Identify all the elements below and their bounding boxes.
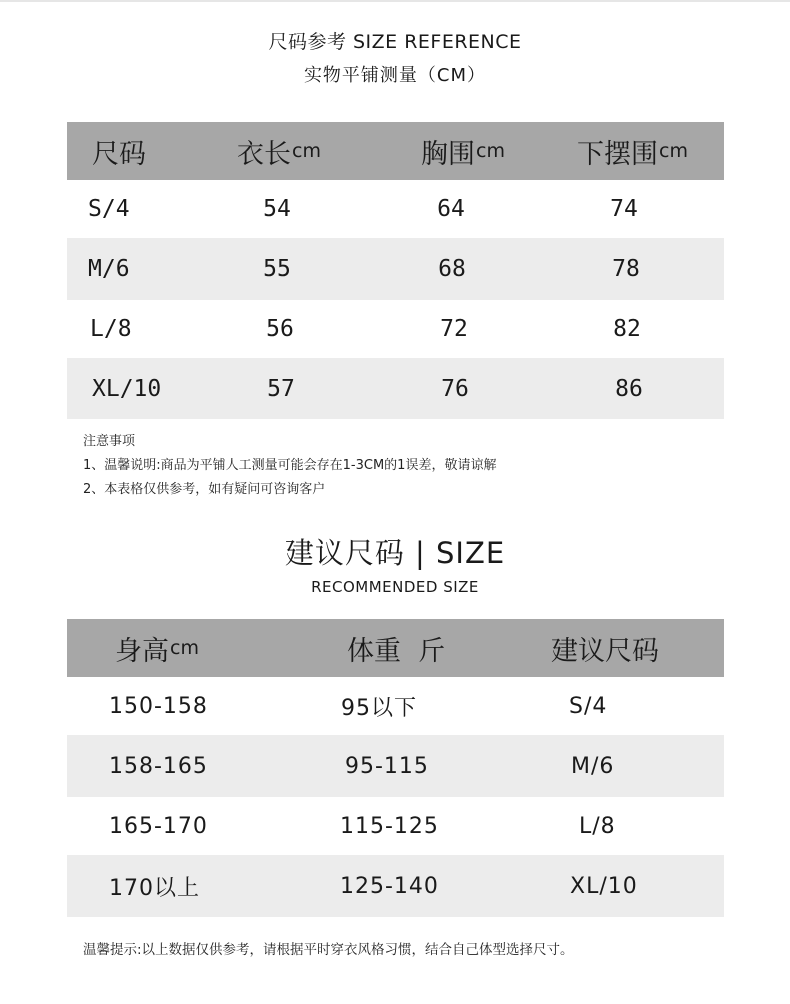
- row-cell-size: S/4: [88, 196, 130, 222]
- row-cell-length: 54: [263, 196, 291, 222]
- table-row: [67, 677, 724, 735]
- page-subtitle: 实物平铺测量（CM）: [303, 65, 487, 86]
- row-cell-chest: 76: [441, 375, 469, 402]
- row-cell-length: 57: [267, 375, 295, 402]
- top-divider: [0, 0, 790, 2]
- row-cell-size: S/4: [569, 693, 608, 719]
- size-reference-table: [67, 122, 724, 419]
- notes: [83, 430, 496, 502]
- row-cell-size: M/6: [571, 753, 615, 779]
- note-item: 2、本表格仅供参考，如有疑问可咨询客户: [83, 482, 326, 497]
- row-cell-weight: 95-115: [345, 753, 429, 779]
- row-cell-weight: 115-125: [340, 813, 439, 839]
- row-cell-size: XL/10: [570, 873, 638, 899]
- table-header: [67, 619, 724, 677]
- table-row: [67, 238, 724, 300]
- row-cell-size: XL/10: [92, 375, 162, 402]
- row-cell-weight: 95以下: [341, 695, 417, 721]
- header-cell-recommended-size: 建议尺码: [551, 635, 659, 667]
- table-row: [67, 735, 724, 797]
- header-cell-hem: 下摆围 cm: [577, 138, 688, 170]
- table-header: [67, 122, 724, 180]
- row-cell-hem: 86: [615, 375, 643, 402]
- row-cell-weight: 125-140: [340, 873, 439, 899]
- row-cell-height: 165-170: [109, 813, 208, 839]
- table-row: [67, 855, 724, 917]
- header-cell-chest: 胸围 cm: [421, 138, 505, 170]
- row-cell-chest: 68: [438, 256, 466, 282]
- row-cell-size: M/6: [88, 256, 130, 282]
- table-row: [67, 180, 724, 238]
- row-cell-height: 150-158: [109, 693, 208, 719]
- row-cell-hem: 74: [610, 196, 638, 222]
- recommend-subtitle: RECOMMENDED SIZE: [311, 578, 479, 596]
- row-cell-size: L/8: [90, 316, 132, 342]
- note-item: 1、温馨说明:商品为平铺人工测量可能会存在1-3CM的1误差，敬请谅解: [83, 458, 497, 473]
- notes-heading: 注意事项: [83, 434, 136, 449]
- header-cell-weight: 体重 斤: [347, 635, 446, 667]
- header-cell-size: 尺码: [92, 138, 146, 170]
- row-cell-length: 56: [266, 316, 294, 342]
- header-cell-height: 身高 cm: [115, 635, 199, 667]
- recommended-size-table: [67, 619, 724, 917]
- table-row: [67, 300, 724, 358]
- row-cell-height: 158-165: [109, 753, 208, 779]
- row-cell-height: 170以上: [109, 875, 200, 901]
- footer-tip: 温馨提示:以上数据仅供参考，请根据平时穿衣风格习惯，结合自己体型选择尺寸。: [83, 942, 574, 958]
- recommend-title: 建议尺码 | SIZE: [284, 536, 506, 570]
- table-row: [67, 797, 724, 855]
- row-cell-length: 55: [263, 256, 291, 282]
- row-cell-chest: 72: [440, 316, 468, 342]
- row-cell-chest: 64: [437, 196, 465, 222]
- row-cell-hem: 82: [613, 316, 641, 342]
- header-cell-length: 衣长 cm: [237, 138, 321, 170]
- table-row: [67, 358, 724, 419]
- row-cell-hem: 78: [612, 256, 640, 282]
- page-title: 尺码参考 SIZE REFERENCE: [268, 31, 522, 53]
- row-cell-size: L/8: [579, 813, 616, 839]
